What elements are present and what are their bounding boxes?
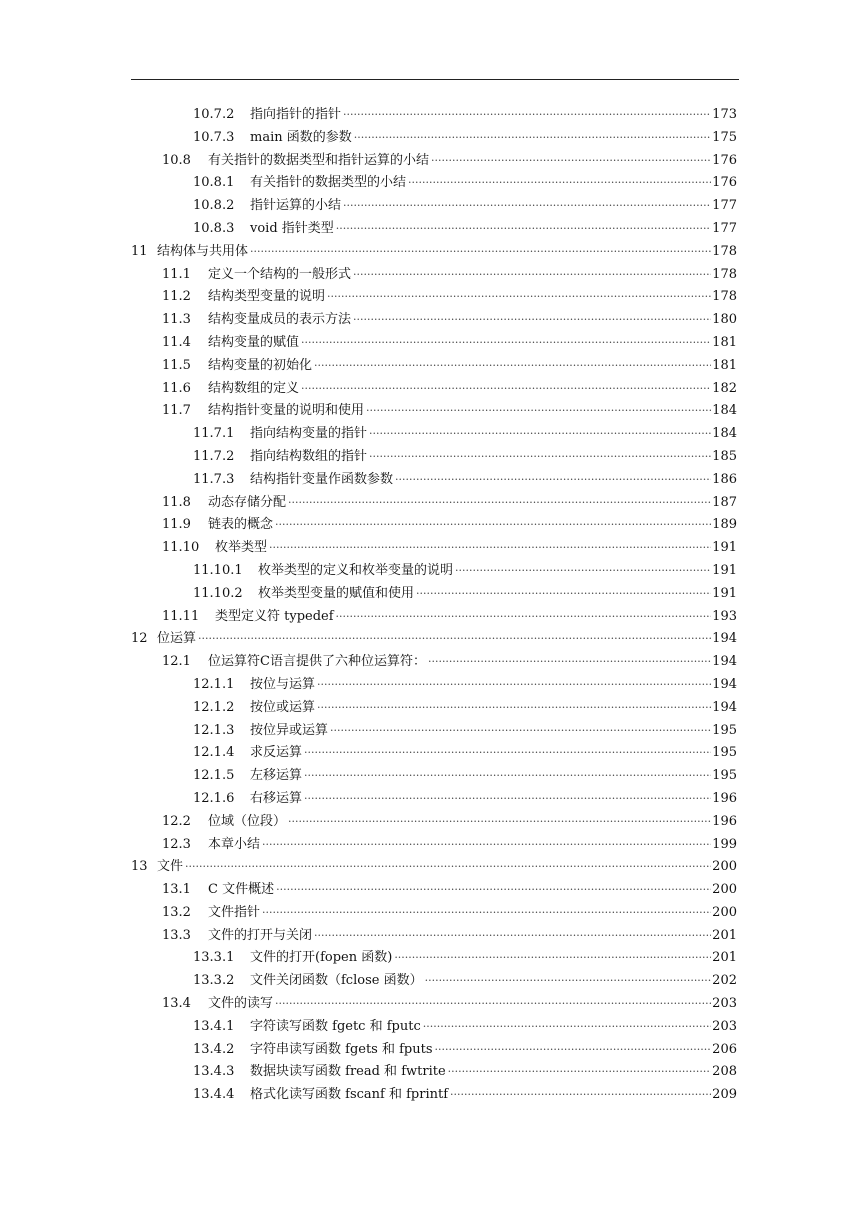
- dot-leader: [317, 697, 711, 720]
- toc-entry-number: 11.11: [162, 608, 200, 624]
- dot-leader: [431, 150, 711, 173]
- toc-entry-title: 指向结构变量的指针: [250, 426, 368, 442]
- toc-entry-number: 11.4: [162, 334, 191, 350]
- dot-leader: [330, 720, 711, 743]
- dot-leader: [288, 492, 711, 515]
- toc-entry[interactable]: [131, 697, 737, 720]
- toc-entry-number: 13.2: [162, 904, 191, 920]
- toc-entry-page-number: 209: [712, 1087, 737, 1103]
- dot-leader: [366, 400, 711, 423]
- toc-entry-title: 数据块读写函数 fread 和 fwtrite: [250, 1064, 446, 1080]
- toc-entry-title: void 指针类型: [250, 220, 334, 236]
- dot-leader: [394, 947, 711, 970]
- dot-leader: [314, 355, 711, 378]
- toc-entry-number: 11.5: [162, 357, 191, 373]
- toc-entry-page-number: 178: [712, 289, 737, 305]
- toc-entry[interactable]: [131, 970, 737, 993]
- dot-leader: [275, 993, 711, 1016]
- toc-entry-page-number: 175: [712, 129, 737, 145]
- toc-entry-number: 11.10.2: [193, 585, 243, 601]
- toc-entry[interactable]: [131, 788, 737, 811]
- toc-entry-title: 按位或运算: [250, 699, 316, 715]
- toc-entry-title: 结构变量的初始化: [208, 357, 313, 373]
- toc-entry-title: 结构类型变量的说明: [208, 289, 326, 305]
- toc-entry-title: 枚举类型变量的赋值和使用: [258, 585, 415, 601]
- toc-entry-title: 按位异或运算: [250, 722, 329, 738]
- toc-entry[interactable]: [131, 606, 737, 629]
- toc-entry[interactable]: [131, 583, 737, 606]
- toc-entry-title: 结构体与共用体: [157, 243, 249, 259]
- toc-entry-page-number: 191: [712, 585, 737, 601]
- dot-leader: [336, 218, 711, 241]
- toc-entry-page-number: 178: [712, 243, 737, 259]
- dot-leader: [408, 172, 711, 195]
- toc-entry-number: 12: [131, 631, 148, 647]
- toc-entry-number: 11: [131, 243, 148, 259]
- toc-entry-title: 格式化读写函数 fscanf 和 fprintf: [250, 1087, 449, 1103]
- toc-entry-title: 字符读写函数 fgetc 和 fputc: [250, 1018, 421, 1034]
- toc-entry[interactable]: [131, 811, 737, 834]
- dot-leader: [423, 1016, 711, 1039]
- toc-entry[interactable]: [131, 172, 737, 195]
- toc-entry-title: 指针运算的小结: [250, 198, 342, 214]
- toc-entry[interactable]: [131, 309, 737, 332]
- toc-entry[interactable]: [131, 104, 737, 127]
- toc-entry-title: 文件关闭函数（fclose 函数）: [250, 973, 423, 989]
- toc-entry-page-number: 182: [712, 380, 737, 396]
- dot-leader: [288, 811, 711, 834]
- toc-entry-title: 位运算符C语言提供了六种位运算符：: [208, 654, 426, 670]
- toc-entry-title: 定义一个结构的一般形式: [208, 266, 352, 282]
- toc-entry-page-number: 203: [712, 996, 737, 1012]
- dot-leader: [369, 423, 711, 446]
- toc-entry-number: 13: [131, 859, 148, 875]
- toc-entry-title: 枚举类型: [215, 540, 268, 556]
- toc-entry-page-number: 201: [712, 950, 737, 966]
- dot-leader: [336, 606, 712, 629]
- toc-entry-number: 10.8.3: [193, 220, 235, 236]
- toc-entry-number: 10.8: [162, 152, 191, 168]
- dot-leader: [262, 902, 711, 925]
- toc-entry-number: 12.1.3: [193, 722, 235, 738]
- toc-entry-number: 12.1.6: [193, 790, 235, 806]
- toc-entry-number: 12.2: [162, 813, 191, 829]
- toc-entry-page-number: 191: [712, 562, 737, 578]
- toc-entry-page-number: 181: [712, 357, 737, 373]
- toc-entry[interactable]: [131, 423, 737, 446]
- dot-leader: [314, 925, 711, 948]
- toc-entry-number: 11.1: [162, 266, 191, 282]
- toc-entry-page-number: 199: [712, 836, 737, 852]
- toc-entry-page-number: 176: [712, 175, 737, 191]
- toc-entry-page-number: 196: [712, 813, 737, 829]
- toc-entry-page-number: 184: [712, 403, 737, 419]
- dot-leader: [304, 765, 711, 788]
- toc-entry-title: 动态存储分配: [208, 494, 287, 510]
- toc-entry-title: 结构数组的定义: [208, 380, 300, 396]
- toc-entry-title: 按位与运算: [250, 676, 316, 692]
- toc-entry-number: 11.7.1: [193, 426, 235, 442]
- toc-entry[interactable]: [131, 1084, 737, 1107]
- toc-entry-title: 求反运算: [250, 745, 303, 761]
- toc-entry[interactable]: [131, 856, 737, 879]
- dot-leader: [327, 286, 711, 309]
- toc-entry[interactable]: [131, 264, 737, 287]
- toc-entry-number: 13.3: [162, 927, 191, 943]
- dot-leader: [435, 1039, 712, 1062]
- toc-entry-page-number: 173: [712, 107, 737, 122]
- toc-entry-title: 结构变量成员的表示方法: [208, 312, 352, 328]
- toc-entry-page-number: 186: [712, 471, 737, 487]
- toc-entry-title: 文件指针: [208, 904, 261, 920]
- toc-entry-title: 有关指针的数据类型和指针运算的小结: [208, 152, 430, 168]
- toc-entry[interactable]: [131, 332, 737, 355]
- toc-entry-number: 12.1: [162, 654, 191, 670]
- toc-entry[interactable]: [131, 241, 737, 264]
- toc-entry[interactable]: [131, 674, 737, 697]
- toc-entry[interactable]: [131, 925, 737, 948]
- toc-entry-page-number: 201: [712, 927, 737, 943]
- dot-leader: [262, 834, 711, 857]
- dot-leader: [448, 1061, 712, 1084]
- toc-entry[interactable]: [131, 378, 737, 401]
- toc-entry-page-number: 195: [712, 745, 737, 761]
- toc-entry[interactable]: [131, 628, 737, 651]
- toc-entry[interactable]: [131, 651, 737, 674]
- toc-entry-number: 13.3.1: [193, 950, 235, 966]
- toc-entry[interactable]: [131, 218, 737, 241]
- toc-entry-title: 字符串读写函数 fgets 和 fputs: [250, 1041, 433, 1057]
- toc-entry-title: 指向指针的指针: [250, 107, 342, 122]
- dot-leader: [395, 469, 711, 492]
- toc-entry-number: 12.1.5: [193, 768, 235, 784]
- toc-entry[interactable]: [131, 765, 737, 788]
- toc-entry[interactable]: [131, 127, 737, 150]
- toc-entry[interactable]: [131, 947, 737, 970]
- toc-entry-page-number: 202: [712, 973, 737, 989]
- toc-entry-number: 11.7: [162, 403, 191, 419]
- toc-entry-number: 11.2: [162, 289, 191, 305]
- toc-entry[interactable]: [131, 902, 737, 925]
- toc-entry-number: 10.7.3: [193, 129, 235, 145]
- dot-leader: [317, 674, 711, 697]
- dot-leader: [343, 195, 711, 218]
- toc-entry-number: 13.4.1: [193, 1018, 235, 1034]
- toc-entry-page-number: 203: [712, 1018, 737, 1034]
- toc-entry-page-number: 194: [712, 676, 737, 692]
- toc-entry-page-number: 194: [712, 631, 737, 647]
- toc-entry-page-number: 187: [712, 494, 737, 510]
- toc-entry-title: 文件: [157, 859, 184, 875]
- toc-entry-title: 指向结构数组的指针: [250, 448, 368, 464]
- toc-entry-page-number: 177: [712, 198, 737, 214]
- toc-entry-title: 结构变量的赋值: [208, 334, 300, 350]
- toc-entry-number: 13.4.3: [193, 1064, 235, 1080]
- toc-entry[interactable]: [131, 400, 737, 423]
- toc-entry[interactable]: [131, 1061, 737, 1084]
- dot-leader: [185, 856, 711, 879]
- dot-leader: [301, 332, 711, 355]
- toc-entry[interactable]: [131, 537, 737, 560]
- toc-entry-number: 13.1: [162, 882, 191, 898]
- dot-leader: [416, 583, 711, 606]
- table-of-contents: [131, 104, 737, 1107]
- toc-entry-page-number: 194: [712, 654, 737, 670]
- toc-entry[interactable]: [131, 150, 737, 173]
- toc-entry-number: 12.1.4: [193, 745, 235, 761]
- toc-entry-number: 13.4.4: [193, 1087, 235, 1103]
- toc-entry-number: 13.4: [162, 996, 191, 1012]
- toc-entry-number: 10.8.1: [193, 175, 235, 191]
- toc-entry[interactable]: [131, 286, 737, 309]
- dot-leader: [353, 309, 711, 332]
- toc-entry-page-number: 189: [712, 517, 737, 533]
- toc-entry-title: C 文件概述: [208, 882, 275, 898]
- toc-entry-number: 11.9: [162, 517, 191, 533]
- toc-entry-page-number: 180: [712, 312, 737, 328]
- toc-entry-number: 11.10: [162, 540, 200, 556]
- dot-leader: [301, 378, 711, 401]
- toc-entry-title: 文件的打开(fopen 函数): [250, 950, 393, 966]
- toc-entry[interactable]: [131, 446, 737, 469]
- toc-entry-title: 文件的读写: [208, 996, 274, 1012]
- toc-entry-title: 类型定义符 typedef: [215, 608, 334, 624]
- toc-entry-number: 12.1.2: [193, 699, 235, 715]
- dot-leader: [276, 879, 711, 902]
- toc-entry[interactable]: [131, 355, 737, 378]
- toc-entry-number: 10.8.2: [193, 198, 235, 214]
- toc-entry-title: 位域（位段）: [208, 813, 287, 829]
- toc-entry-number: 11.8: [162, 494, 191, 510]
- toc-entry[interactable]: [131, 469, 737, 492]
- dot-leader: [304, 788, 711, 811]
- toc-entry-page-number: 200: [712, 859, 737, 875]
- toc-entry[interactable]: [131, 834, 737, 857]
- toc-entry-number: 10.7.2: [193, 107, 235, 122]
- dot-leader: [353, 264, 711, 287]
- toc-entry-number: 12.1.1: [193, 676, 235, 692]
- toc-entry[interactable]: [131, 1016, 737, 1039]
- toc-entry-page-number: 191: [712, 540, 737, 556]
- toc-entry[interactable]: [131, 514, 737, 537]
- toc-entry[interactable]: [131, 195, 737, 218]
- dot-leader: [250, 241, 711, 264]
- toc-entry-title: 有关指针的数据类型的小结: [250, 175, 407, 191]
- toc-entry-number: 11.10.1: [193, 562, 243, 578]
- toc-entry-page-number: 200: [712, 882, 737, 898]
- toc-entry-number: 13.4.2: [193, 1041, 235, 1057]
- toc-entry-title: 枚举类型的定义和枚举变量的说明: [258, 562, 454, 578]
- toc-entry-page-number: 185: [712, 448, 737, 464]
- dot-leader: [304, 742, 711, 765]
- toc-entry[interactable]: [131, 1039, 737, 1062]
- dot-leader: [450, 1084, 711, 1107]
- toc-entry-page-number: 196: [712, 790, 737, 806]
- dot-leader: [198, 628, 711, 651]
- toc-entry-page-number: 195: [712, 768, 737, 784]
- toc-entry-page-number: 176: [712, 152, 737, 168]
- dot-leader: [369, 446, 711, 469]
- toc-entry-title: 结构指针变量作函数参数: [250, 471, 394, 487]
- dot-leader: [425, 970, 712, 993]
- toc-entry[interactable]: [131, 879, 737, 902]
- toc-entry[interactable]: [131, 560, 737, 583]
- toc-entry-page-number: 194: [712, 699, 737, 715]
- toc-entry-page-number: 200: [712, 904, 737, 920]
- toc-entry[interactable]: [131, 720, 737, 743]
- toc-entry[interactable]: [131, 993, 737, 1016]
- dot-leader: [428, 651, 711, 674]
- dot-leader: [343, 104, 711, 127]
- header-rule: [131, 79, 739, 80]
- toc-entry-page-number: 206: [712, 1041, 737, 1057]
- toc-entry-page-number: 208: [712, 1064, 737, 1080]
- toc-entry-title: 结构指针变量的说明和使用: [208, 403, 365, 419]
- dot-leader: [269, 537, 711, 560]
- toc-entry-title: 左移运算: [250, 768, 303, 784]
- toc-entry-number: 11.3: [162, 312, 191, 328]
- toc-entry-title: 文件的打开与关闭: [208, 927, 313, 943]
- toc-entry-number: 11.7.3: [193, 471, 235, 487]
- toc-entry[interactable]: [131, 742, 737, 765]
- toc-entry-title: main 函数的参数: [250, 129, 352, 145]
- toc-entry-page-number: 177: [712, 220, 737, 236]
- toc-entry-page-number: 184: [712, 426, 737, 442]
- toc-entry-number: 11.7.2: [193, 448, 235, 464]
- toc-entry-page-number: 178: [712, 266, 737, 282]
- toc-entry-title: 链表的概念: [208, 517, 274, 533]
- toc-entry-title: 右移运算: [250, 790, 303, 806]
- toc-entry[interactable]: [131, 492, 737, 515]
- toc-entry-title: 位运算: [157, 631, 197, 647]
- toc-entry-page-number: 193: [712, 608, 737, 624]
- toc-entry-number: 12.3: [162, 836, 191, 852]
- dot-leader: [275, 514, 711, 537]
- dot-leader: [455, 560, 711, 583]
- toc-entry-number: 13.3.2: [193, 973, 235, 989]
- dot-leader: [354, 127, 711, 150]
- toc-entry-page-number: 195: [712, 722, 737, 738]
- toc-entry-number: 11.6: [162, 380, 191, 396]
- toc-entry-title: 本章小结: [208, 836, 261, 852]
- toc-entry-page-number: 181: [712, 334, 737, 350]
